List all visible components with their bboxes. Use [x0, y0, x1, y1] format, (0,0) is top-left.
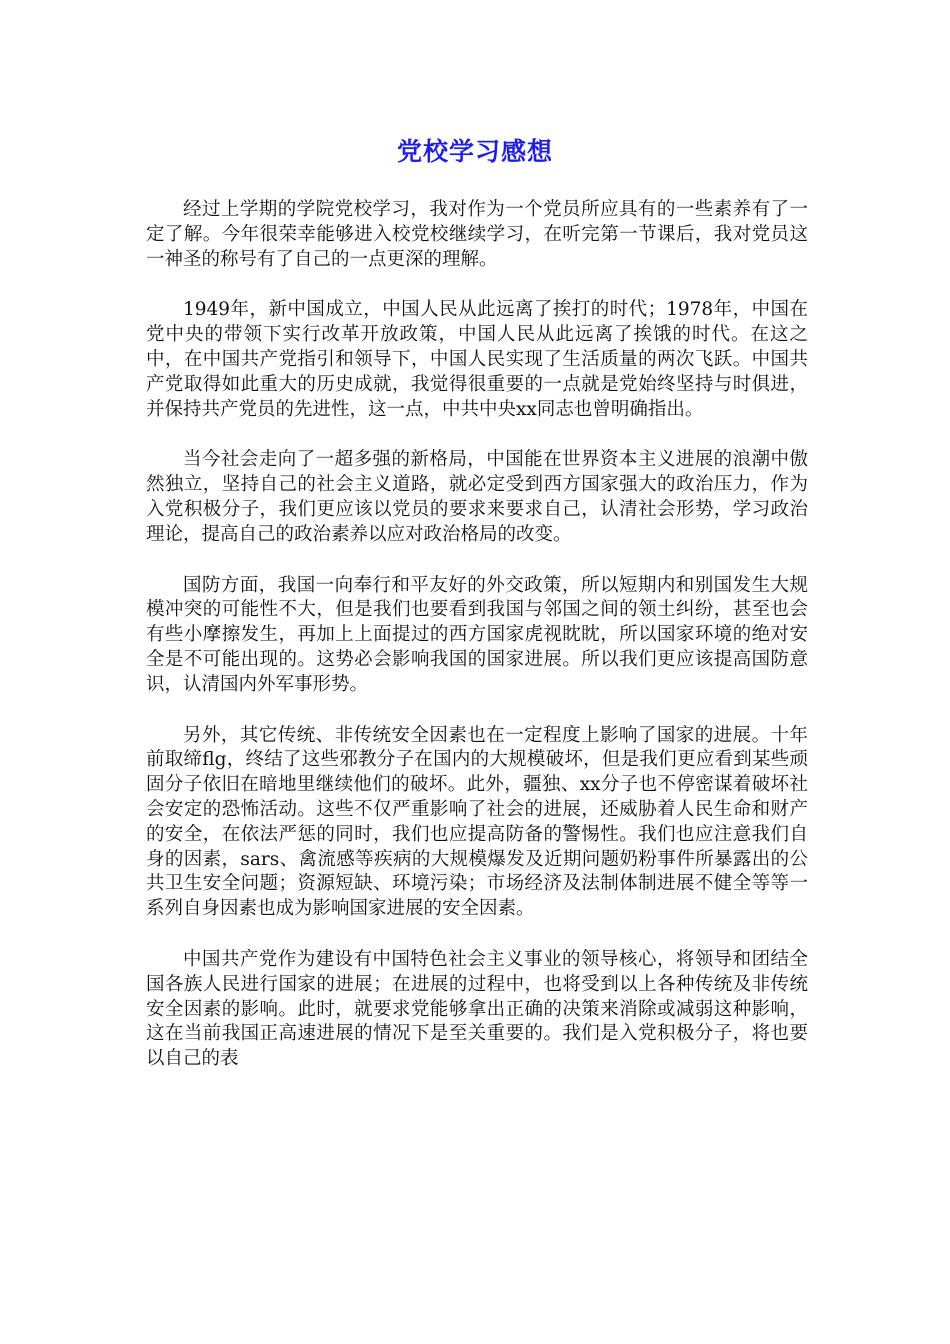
- paragraph: 中国共产党作为建设有中国特色社会主义事业的领导核心，将领导和团结全国各族人民进行国家的进展；在进展的过程中，也将受到以上各种传统及非传统安全因素的影响。此时，就要求党能够拿出正确的决策来消除或减弱这种影响，这在当前我国正高速进展的情况下是至关重要的。我们是入党积极分子，将也要以自己的表: [146, 948, 808, 1070]
- document-body: [146, 198, 808, 1098]
- paragraph: 当今社会走向了一超多强的新格局，中国能在世界资本主义进展的浪潮中傲然独立，坚持自己的社会主义道路，就必定受到西方国家强大的政治压力，作为入党积极分子，我们更应该以党员的要求来要求自己，认清社会形势，学习政治理论，提高自己的政治素养以应对政治格局的改变。: [146, 449, 808, 545]
- paragraph: 1949年，新中国成立，中国人民从此远离了挨打的时代；1978年，中国在党中央的带领下实行改革开放政策，中国人民从此远离了挨饿的时代。在这之中，在中国共产党指引和领导下，中国人民实现了生活质量的两次飞跃。中国共产党取得如此重大的历史成就，我觉得很重要的一点就是党始终坚持与时俱进，并保持共产党员的先进性，这一点，中共中央xx同志也曾明确指出。: [146, 299, 808, 420]
- paragraph: 国防方面，我国一向奉行和平友好的外交政策，所以短期内和别国发生大规模冲突的可能性不大，但是我们也要看到我国与邻国之间的领土纠纷，甚至也会有些小摩擦发生，再加上上面提过的西方国家虎视眈眈，所以国家环境的绝对安全是不可能出现的。这势必会影响我国的国家进展。所以我们更应该提高国防意识，认清国内外军事形势。: [146, 574, 808, 695]
- page-title: 党校学习感想: [396, 137, 553, 166]
- paragraph: 另外，其它传统、非传统安全因素也在一定程度上影响了国家的进展。十年前取缔flg，终结了这些邪教分子在国内的大规模破坏，但是我们更应看到某些顽固分子依旧在暗地里继续他们的破坏。此外，疆独、xx分子也不停密谋着破坏社会安定的恐怖活动。这些不仅严重影响了社会的进展，还威胁着人民生命和财产的安全，在依法严惩的同时，我们也应提高防备的警惕性。我们也应注意我们自身的因素，sars、禽流感等疾病的大规模爆发及近期问题奶粉事件所暴露出的公共卫生安全问题；资源短缺、环境污染；市场经济及法制体制进展不健全等等一系列自身因素也成为影响国家进展的安全因素。: [146, 724, 808, 920]
- paragraph: 经过上学期的学院党校学习，我对作为一个党员所应具有的一些素养有了一定了解。今年很荣幸能够进入校党校继续学习，在听完第一节课后，我对党员这一神圣的称号有了自己的一点更深的理解。: [146, 199, 808, 270]
